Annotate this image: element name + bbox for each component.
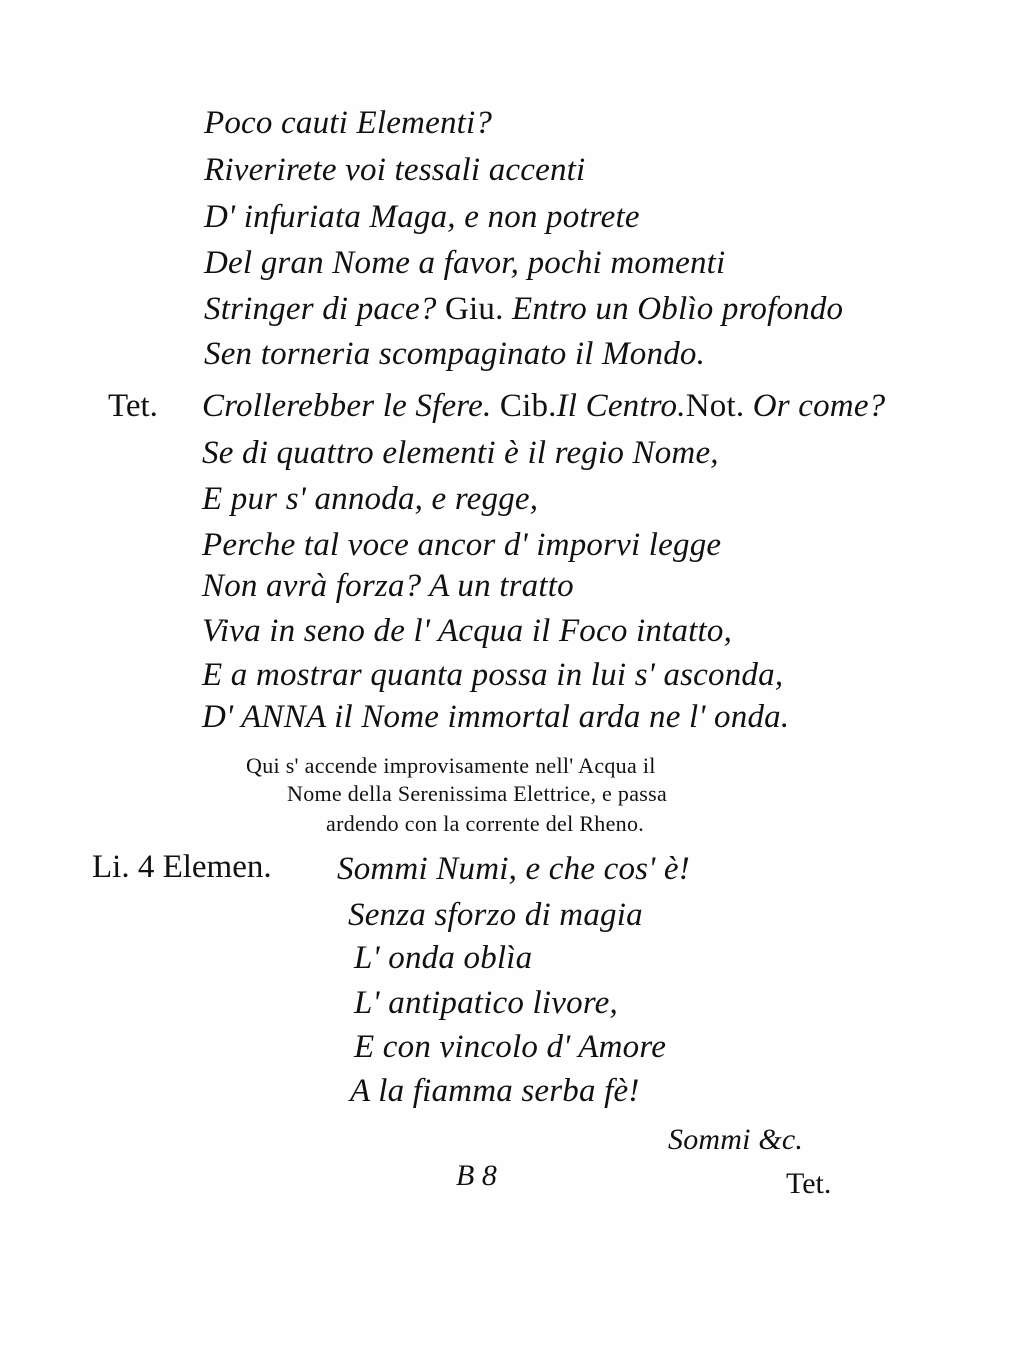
verse-line: Poco cauti Elementi? bbox=[204, 105, 493, 141]
verse-text: Entro un Oblìo profondo bbox=[503, 291, 844, 327]
stage-direction-line: Nome della Serenissima Elettrice, e passa bbox=[287, 781, 668, 806]
verse-line: E a mostrar quanta possa in lui s' asconda, bbox=[202, 657, 784, 693]
verse-line: Sommi Numi, e che cos' è! bbox=[337, 851, 690, 887]
refrain: Sommi &c. bbox=[668, 1123, 804, 1156]
verse-line: Non avrà forza? A un tratto bbox=[202, 568, 574, 604]
speaker-cib: Cib. bbox=[499, 388, 557, 424]
verse-text: Stringer di pace? bbox=[204, 291, 445, 327]
stage-direction-line: ardendo con la corrente del Rheno. bbox=[326, 811, 645, 836]
catchword: Tet. bbox=[786, 1167, 832, 1200]
verse-text: Or come? bbox=[744, 388, 886, 424]
verse-text: Crollerebber le Sfere. bbox=[202, 388, 500, 424]
verse-line: Perche tal voce ancor d' imporvi legge bbox=[202, 527, 722, 563]
verse-line: Sen torneria scompaginato il Mondo. bbox=[204, 336, 706, 372]
verse-line: E pur s' annoda, e regge, bbox=[202, 481, 539, 517]
verse-line: Riverirete voi tessali accenti bbox=[204, 152, 586, 188]
verse-line: E con vincolo d' Amore bbox=[354, 1029, 667, 1065]
verse-line bbox=[204, 289, 843, 329]
verse-line: Del gran Nome a favor, pochi momenti bbox=[204, 245, 726, 281]
verse-text: Il Centro. bbox=[556, 388, 686, 424]
verse-line: D' infuriata Maga, e non potrete bbox=[204, 199, 640, 235]
verse-line: Se di quattro elementi è il regio Nome, bbox=[202, 435, 719, 471]
speaker-giu: Giu. bbox=[444, 291, 504, 327]
verse-line: D' ANNA il Nome immortal arda ne l' onda. bbox=[202, 699, 790, 735]
verse-line: Senza sforzo di magia bbox=[348, 897, 643, 933]
verse-line: L' onda oblìa bbox=[354, 940, 533, 976]
verse-line: A la fiamma serba fè! bbox=[350, 1073, 640, 1109]
verse-line: L' antipatico livore, bbox=[354, 985, 618, 1021]
speaker-tet: Tet. bbox=[108, 388, 158, 424]
signature-mark: B 8 bbox=[456, 1159, 497, 1192]
verse-line bbox=[202, 386, 885, 426]
stage-direction-line: Qui s' accende improvisamente nell' Acqua il bbox=[246, 753, 656, 778]
speaker-elements: Li. 4 Elemen. bbox=[92, 849, 272, 885]
verse-line: Viva in seno de l' Acqua il Foco intatto, bbox=[202, 613, 733, 649]
speaker-not: Not. bbox=[685, 388, 745, 424]
